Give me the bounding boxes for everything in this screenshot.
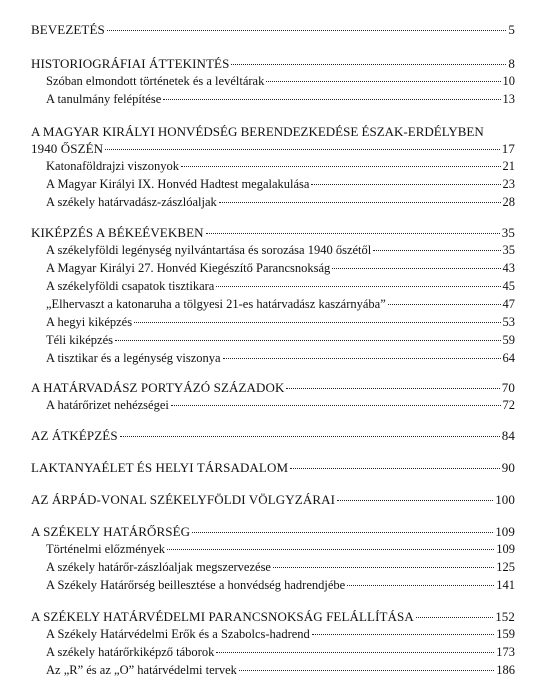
toc-entry[interactable] bbox=[0, 398, 545, 418]
toc-title: 1940 ŐSZÉN bbox=[31, 141, 104, 156]
toc-title: BEVEZETÉS bbox=[31, 22, 105, 37]
toc-page-number: 152 bbox=[495, 609, 515, 624]
toc-entry[interactable] bbox=[0, 428, 545, 448]
toc-entry[interactable] bbox=[0, 177, 545, 197]
toc-title: A SZÉKELY HATÁRVÉDELMI PARANCSNOKSÁG FELÁLLÍTÁSA bbox=[31, 609, 414, 624]
toc-page-number: 23 bbox=[502, 177, 515, 191]
toc-page-number: 109 bbox=[496, 542, 515, 556]
toc-entry[interactable] bbox=[0, 243, 545, 263]
dot-leader bbox=[290, 468, 500, 469]
toc-entry[interactable] bbox=[0, 380, 545, 400]
toc-page-number: 28 bbox=[502, 195, 515, 209]
toc-title: „Elhervaszt a katonaruha a tölgyesi 21-es határvadász kaszárnyába” bbox=[46, 297, 386, 311]
dot-leader bbox=[171, 405, 501, 406]
toc-page-number: 5 bbox=[508, 22, 515, 37]
toc-page-number: 100 bbox=[495, 492, 515, 507]
toc-title: AZ ÁRPÁD-VONAL SZÉKELYFÖLDI VÖLGYZÁRAI bbox=[31, 492, 336, 507]
toc-title: A SZÉKELY HATÁRŐRSÉG bbox=[31, 524, 191, 539]
toc-entry[interactable] bbox=[0, 22, 545, 42]
toc-page-number: 8 bbox=[508, 56, 515, 71]
toc-entry[interactable] bbox=[0, 645, 545, 665]
toc-title-line: A MAGYAR KIRÁLYI HONVÉDSÉG BERENDEZKEDÉSE ÉSZAK-ERDÉLYBEN bbox=[31, 124, 484, 139]
toc-page-number: 35 bbox=[502, 243, 515, 257]
toc-title: A székelyföldi legénység nyilvántartása és sorozása 1940 őszétől bbox=[46, 243, 372, 257]
dot-leader bbox=[388, 304, 501, 305]
toc-page-number: 21 bbox=[502, 159, 515, 173]
toc-page-number: 17 bbox=[501, 141, 515, 156]
dot-leader bbox=[192, 532, 493, 533]
dot-leader bbox=[347, 585, 494, 586]
toc-page-number: 64 bbox=[502, 351, 515, 365]
toc-entry[interactable] bbox=[0, 609, 545, 629]
toc-page-number: 125 bbox=[496, 560, 515, 574]
dot-leader bbox=[216, 286, 500, 287]
dot-leader bbox=[115, 340, 501, 341]
dot-leader bbox=[167, 549, 494, 550]
toc-title: Szóban elmondott történetek és a levéltárak bbox=[46, 74, 265, 88]
toc-title: Katonaföldrajzi viszonyok bbox=[46, 159, 179, 173]
toc-entry[interactable] bbox=[0, 627, 545, 647]
toc-title: A tanulmány felépítése bbox=[46, 92, 162, 106]
dot-leader bbox=[163, 99, 500, 100]
toc-entry[interactable] bbox=[0, 261, 545, 281]
toc-entry[interactable] bbox=[0, 56, 545, 76]
dot-leader bbox=[206, 233, 500, 234]
dot-leader bbox=[219, 202, 501, 203]
toc-title: A székely határvadász-zászlóaljak bbox=[46, 195, 217, 209]
toc-title: A hegyi kiképzés bbox=[46, 315, 133, 329]
dot-leader bbox=[332, 268, 500, 269]
toc-entry[interactable] bbox=[0, 351, 545, 371]
toc-entry[interactable] bbox=[0, 74, 545, 94]
dot-leader bbox=[216, 652, 494, 653]
toc-page-number: 159 bbox=[496, 627, 515, 641]
dot-leader bbox=[120, 436, 500, 437]
toc-title: Az „R” és az „O” határvédelmi tervek bbox=[46, 663, 237, 677]
dot-leader bbox=[373, 250, 500, 251]
toc-entry[interactable] bbox=[0, 225, 545, 245]
toc-entry[interactable] bbox=[0, 279, 545, 299]
toc-page-number: 90 bbox=[501, 460, 515, 475]
toc-page-number: 141 bbox=[496, 578, 515, 592]
toc-title: A székely határőrkiképző táborok bbox=[46, 645, 215, 659]
toc-title: KIKÉPZÉS A BÉKEÉVEKBEN bbox=[31, 225, 204, 240]
dot-leader bbox=[231, 64, 506, 65]
toc-entry[interactable] bbox=[0, 460, 545, 480]
toc-page-number: 173 bbox=[496, 645, 515, 659]
toc-entry[interactable] bbox=[0, 315, 545, 335]
dot-leader bbox=[337, 500, 493, 501]
toc-entry[interactable] bbox=[0, 542, 545, 562]
toc-entry[interactable] bbox=[0, 92, 545, 112]
toc-title: A tisztikar és a legénység viszonya bbox=[46, 351, 221, 365]
dot-leader bbox=[134, 322, 500, 323]
toc-title: HISTORIOGRÁFIAI ÁTTEKINTÉS bbox=[31, 56, 230, 71]
toc-page-number: 84 bbox=[501, 428, 515, 443]
toc-title: A határőrizet nehézségei bbox=[46, 398, 169, 412]
toc-page-number: 109 bbox=[495, 524, 515, 539]
dot-leader bbox=[223, 358, 501, 359]
toc-title: AZ ÁTKÉPZÉS bbox=[31, 428, 118, 443]
toc-page-number: 59 bbox=[502, 333, 515, 347]
toc-title: A székelyföldi csapatok tisztikara bbox=[46, 279, 215, 293]
toc-page-number: 13 bbox=[502, 92, 515, 106]
toc-entry[interactable] bbox=[0, 578, 545, 598]
toc-page-number: 53 bbox=[502, 315, 515, 329]
dot-leader bbox=[312, 634, 494, 635]
toc-entry[interactable] bbox=[0, 492, 545, 512]
toc-title: A székely határőr-zászlóaljak megszervezése bbox=[46, 560, 271, 574]
toc-entry[interactable] bbox=[0, 333, 545, 353]
toc-entry[interactable] bbox=[0, 663, 545, 683]
toc-entry[interactable] bbox=[0, 297, 545, 317]
toc-page-number: 43 bbox=[502, 261, 515, 275]
toc-title: Téli kiképzés bbox=[46, 333, 113, 347]
toc-entry[interactable] bbox=[0, 560, 545, 580]
dot-leader bbox=[311, 184, 500, 185]
dot-leader bbox=[286, 388, 499, 389]
dot-leader bbox=[181, 166, 501, 167]
dot-leader bbox=[266, 81, 500, 82]
toc-title: A HATÁRVADÁSZ PORTYÁZÓ SZÁZADOK bbox=[31, 380, 285, 395]
toc-title: A Magyar Királyi 27. Honvéd Kiegészítő Parancsnokság bbox=[46, 261, 331, 275]
toc-title: Történelmi előzmények bbox=[46, 542, 166, 556]
toc-page-number: 47 bbox=[502, 297, 515, 311]
dot-leader bbox=[107, 30, 507, 31]
toc-title: A Székely Határvédelmi Erők és a Szabolcs-hadrend bbox=[46, 627, 310, 641]
toc-title: LAKTANYAÉLET ÉS HELYI TÁRSADALOM bbox=[31, 460, 289, 475]
toc-page-number: 35 bbox=[501, 225, 515, 240]
dot-leader bbox=[239, 670, 494, 671]
toc-title: A Magyar Királyi IX. Honvéd Hadtest megalakulása bbox=[46, 177, 310, 191]
toc-page-number: 45 bbox=[502, 279, 515, 293]
toc-title: A Székely Határőrség beillesztése a honvédség hadrendjébe bbox=[46, 578, 346, 592]
toc-entry[interactable] bbox=[0, 195, 545, 215]
toc-page-number: 72 bbox=[502, 398, 515, 412]
toc-page-number: 186 bbox=[496, 663, 515, 677]
toc-entry[interactable] bbox=[0, 159, 545, 179]
dot-leader bbox=[105, 149, 500, 150]
toc-entry[interactable] bbox=[0, 524, 545, 544]
dot-leader bbox=[273, 567, 494, 568]
toc-entry[interactable] bbox=[0, 141, 545, 161]
toc-page-number: 10 bbox=[502, 74, 515, 88]
dot-leader bbox=[416, 617, 493, 618]
toc-page-number: 70 bbox=[501, 380, 515, 395]
